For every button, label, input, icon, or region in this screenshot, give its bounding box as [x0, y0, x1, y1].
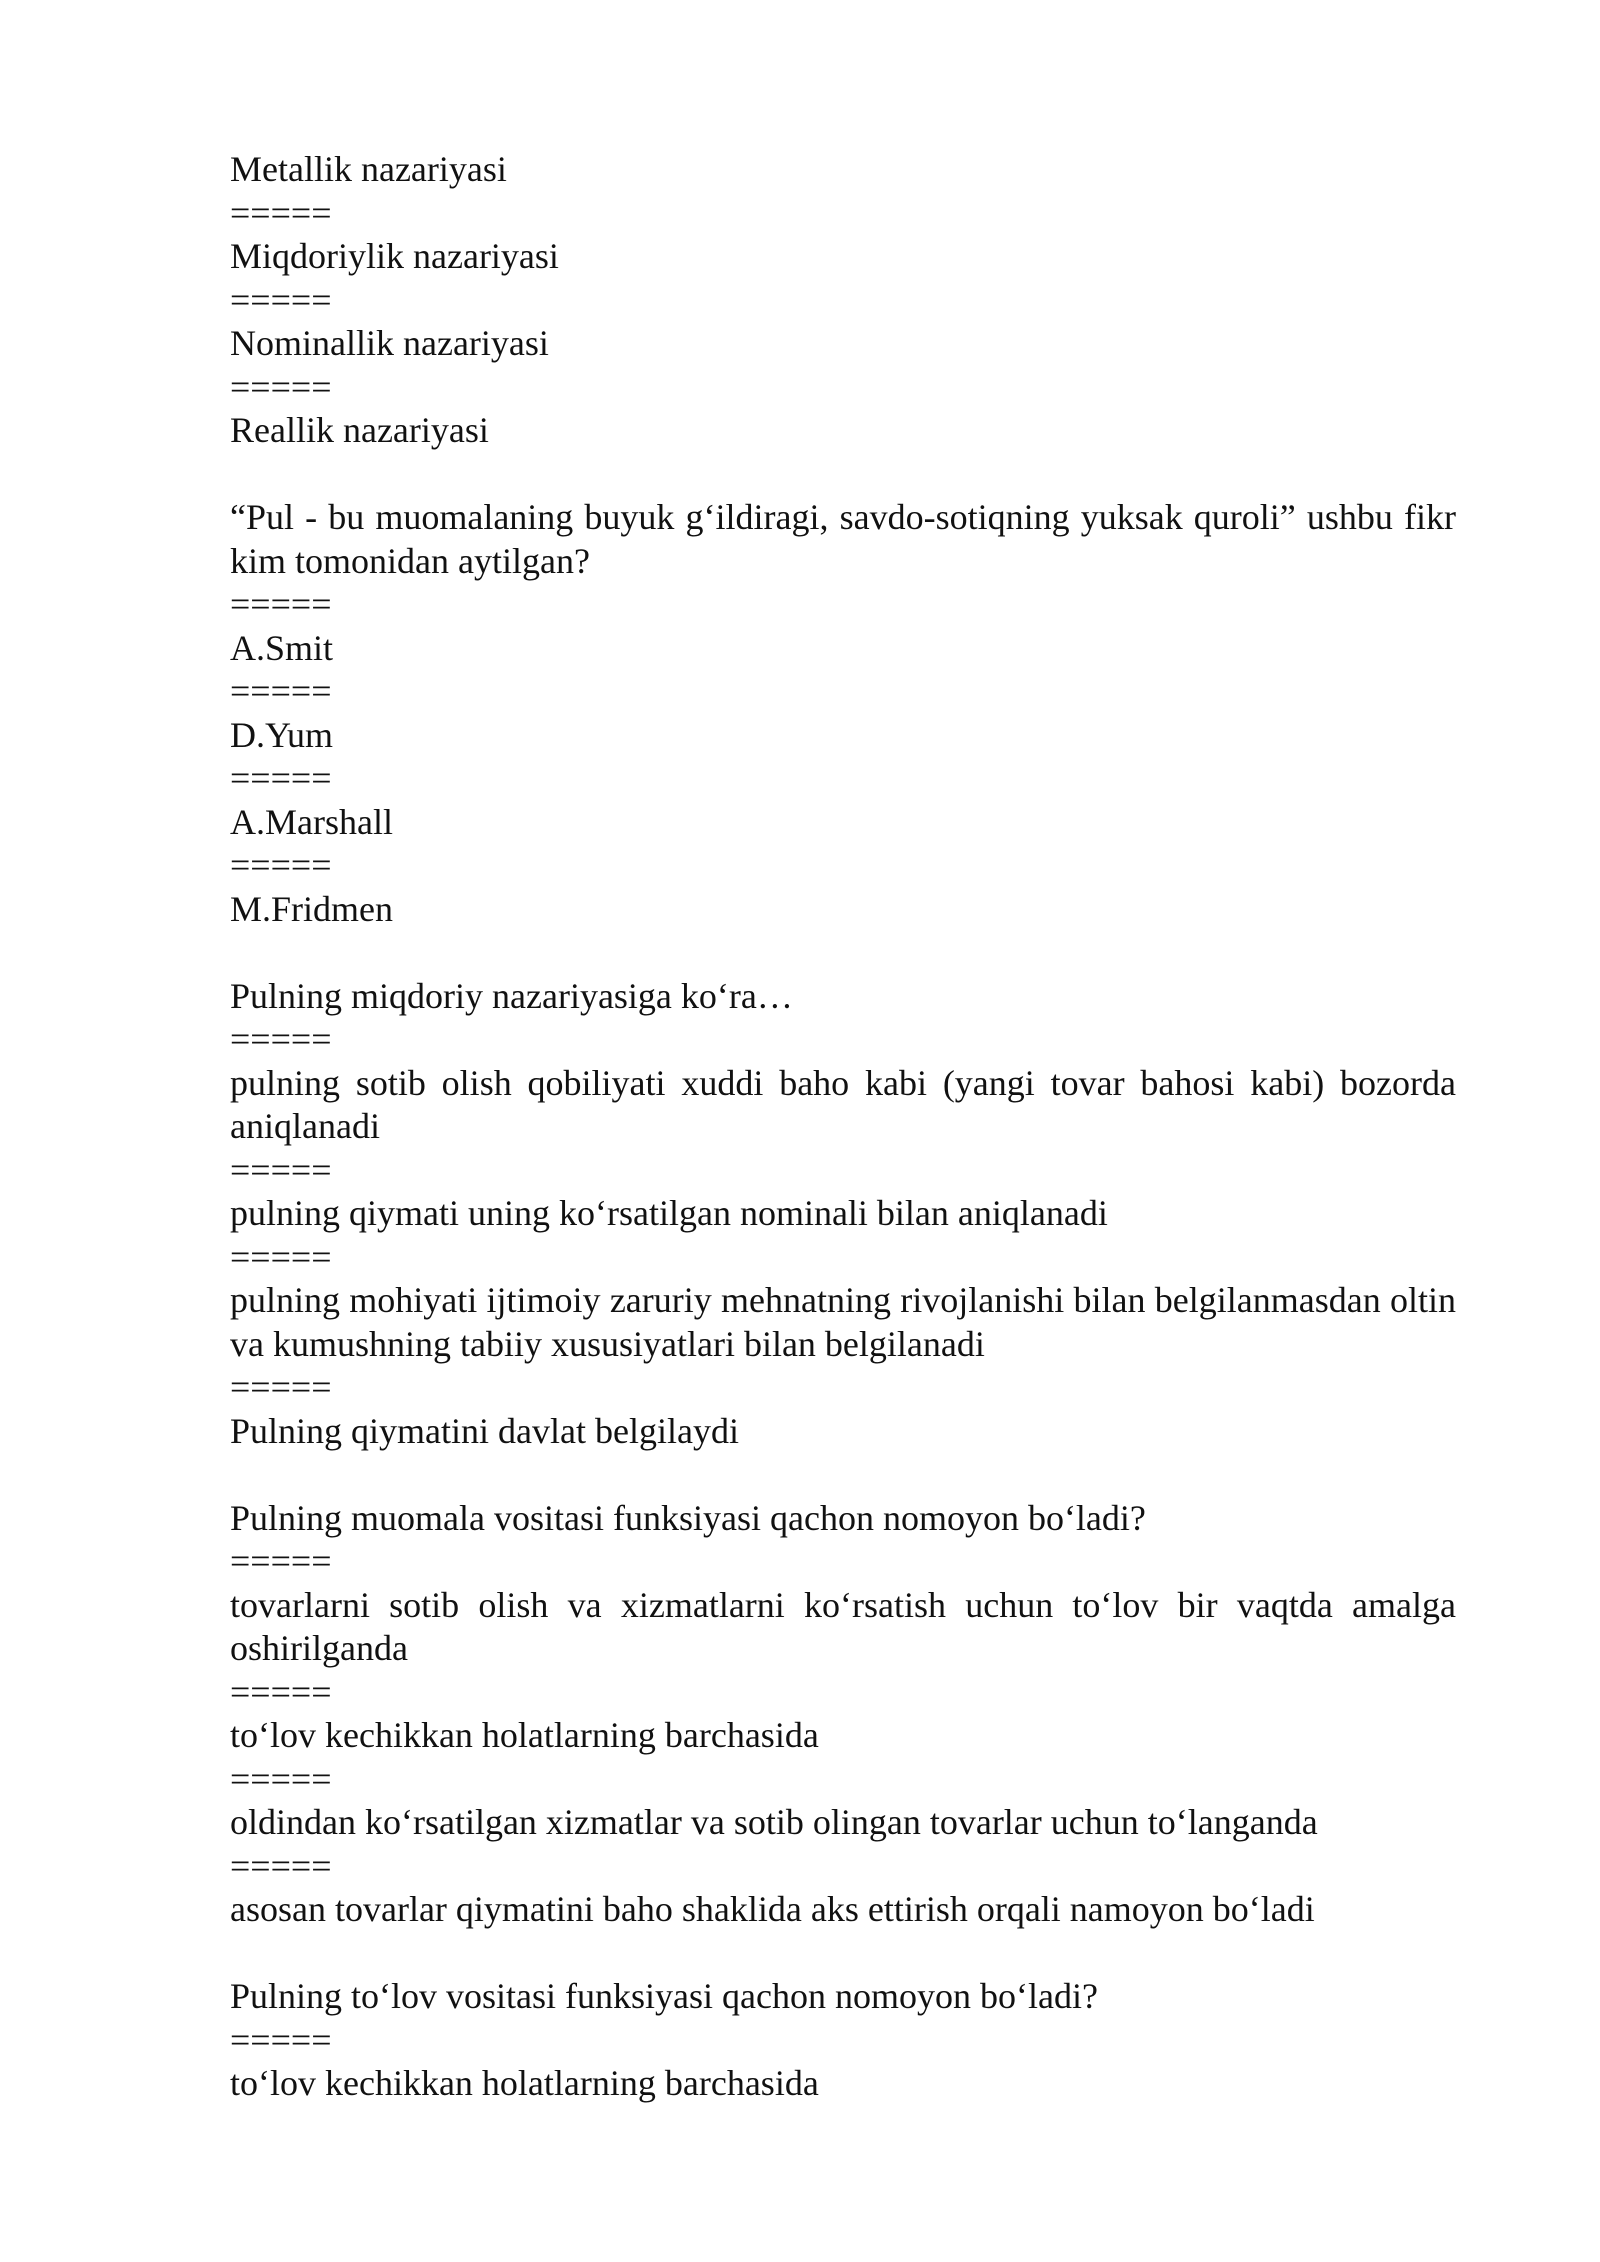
- document-line: to‘lov kechikkan holatlarning barchasida: [230, 2063, 819, 2103]
- separator-line: =====: [230, 1541, 332, 1581]
- document-line: tovarlarni sotib olish va xizmatlarni ko‘rsatish uchun to‘lov bir vaqtda amalga oshirilganda: [230, 1584, 1456, 1668]
- separator-line: =====: [230, 1236, 332, 1277]
- document-line: A.Smit: [230, 627, 334, 668]
- document-line: Metallik nazariyasi: [230, 149, 507, 189]
- document-line: oldindan ko‘rsatilgan xizmatlar va sotib olingan tovarlar uchun to‘langanda: [230, 1802, 1318, 1842]
- separator-line: =====: [230, 1845, 332, 1886]
- document-line: Pulning muomala vositasi funksiyasi qachon nomoyon bo‘ladi?: [230, 1497, 1146, 1538]
- separator-line: =====: [230, 1367, 332, 1407]
- document-line: M.Fridmen: [230, 888, 394, 929]
- document-line: pulning sotib olish qobiliyati xuddi baho kabi (yangi tovar bahosi kabi) bozorda aniqlanadi: [230, 1062, 1456, 1146]
- document-line: asosan tovarlar qiymatini baho shaklida aks ettirish orqali namoyon bo‘ladi: [230, 1889, 1315, 1929]
- separator-line: =====: [230, 1671, 332, 1712]
- separator-line: =====: [230, 1019, 332, 1059]
- document-line: “Pul - bu muomalaning buyuk g‘ildiragi, savdo-sotiqning yuksak quroli” ushbu fikr kim tomonidan aytilgan?: [230, 497, 1456, 581]
- separator-line: =====: [230, 1758, 332, 1799]
- document-line: Reallik nazariyasi: [230, 410, 489, 450]
- separator-line: =====: [230, 758, 332, 798]
- document-line: A.Marshall: [230, 801, 393, 842]
- blank-line: [230, 453, 1456, 497]
- document-line: to‘lov kechikkan holatlarning barchasida: [230, 1715, 819, 1755]
- document-line: Pulning miqdoriy nazariyasiga ko‘ra…: [230, 975, 793, 1016]
- separator-line: =====: [230, 584, 332, 624]
- document-line: Nominallik nazariyasi: [230, 323, 549, 363]
- document-line: pulning mohiyati ijtimoiy zaruriy mehnatning rivojlanishi bilan belgilanmasdan oltin va kumushning tabiiy xususiyatlari bilan belgilanadi: [230, 1280, 1456, 1364]
- separator-line: =====: [230, 671, 332, 711]
- separator-line: =====: [230, 366, 332, 407]
- document-line: Miqdoriylik nazariyasi: [230, 236, 559, 276]
- separator-line: =====: [230, 1149, 332, 1190]
- document-line: D.Yum: [230, 714, 334, 755]
- blank-line: [230, 931, 1456, 975]
- document-line: pulning qiymati uning ko‘rsatilgan nominali bilan aniqlanadi: [230, 1193, 1108, 1233]
- document-line: Pulning qiymatini davlat belgilaydi: [230, 1410, 739, 1451]
- blank-line: [230, 1932, 1456, 1976]
- blank-line: [230, 1453, 1456, 1497]
- document-line: Pulning to‘lov vositasi funksiyasi qachon nomoyon bo‘ladi?: [230, 1976, 1098, 2016]
- document-page: [230, 148, 1456, 2106]
- separator-line: =====: [230, 2019, 332, 2060]
- separator-line: =====: [230, 279, 332, 320]
- separator-line: =====: [230, 845, 332, 885]
- separator-line: =====: [230, 192, 332, 233]
